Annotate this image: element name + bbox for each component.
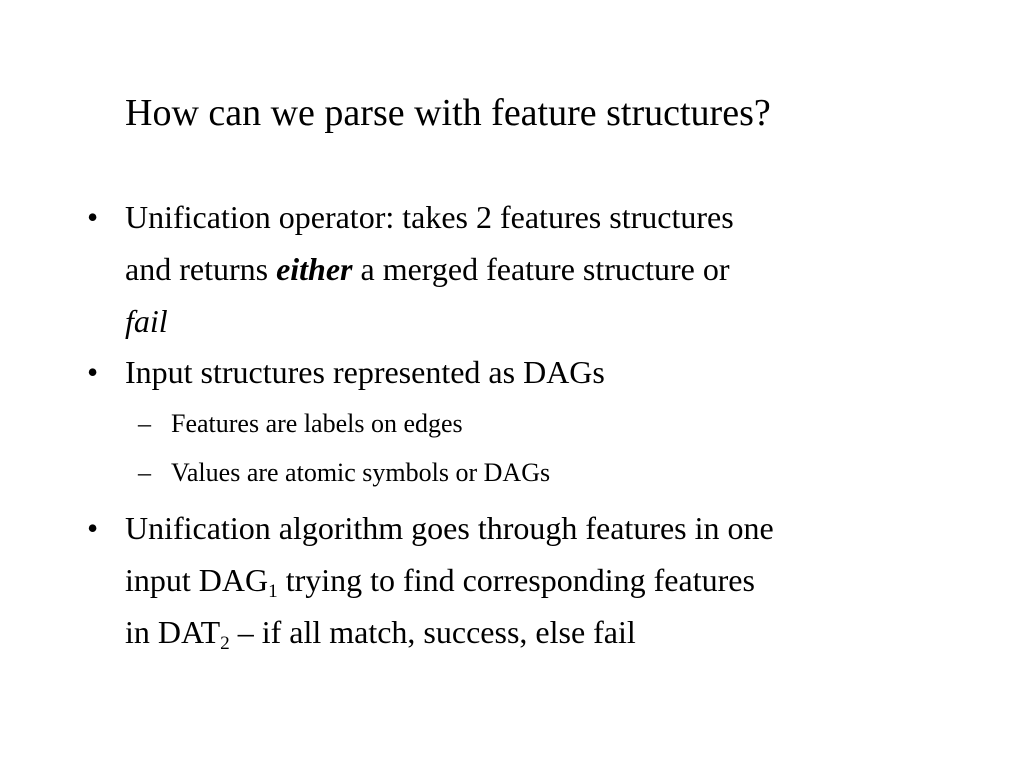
text-run: – if all match, success, else fail (229, 614, 636, 650)
subscript: 2 (220, 632, 230, 654)
sub-bullet-text: Values are atomic symbols or DAGs (171, 458, 551, 487)
bullet-line: Unification operator: takes 2 features structures (125, 199, 734, 235)
bullet-unification-algorithm (87, 502, 774, 658)
text-run: input DAG (125, 562, 269, 598)
slide-title: How can we parse with feature structures? (125, 92, 771, 134)
text-run: trying to find corresponding features (277, 562, 755, 598)
bullet-line (125, 243, 734, 295)
bullet-unification-operator (87, 191, 734, 347)
bullet-line: Input structures represented as DAGs (125, 354, 605, 390)
sub-bullet-values-atomic (138, 456, 551, 490)
bullet-marker: • (87, 354, 99, 390)
emphasis-text: either (276, 251, 353, 287)
subscript: 1 (268, 580, 278, 602)
bullet-line (125, 606, 774, 658)
text-run: and returns (125, 251, 277, 287)
bullet-line (125, 554, 774, 606)
bullet-marker: • (87, 510, 99, 546)
sub-bullet-marker: – (138, 458, 151, 487)
text-run: a merged feature structure or (352, 251, 730, 287)
sub-bullet-features-labels (138, 407, 463, 441)
bullet-line: Unification algorithm goes through features in one (125, 510, 774, 546)
bullet-input-structures (87, 346, 605, 398)
text-run: in DAT (125, 614, 221, 650)
italic-text: fail (125, 303, 168, 339)
sub-bullet-text: Features are labels on edges (171, 409, 463, 438)
sub-bullet-marker: – (138, 409, 151, 438)
bullet-marker: • (87, 199, 99, 235)
